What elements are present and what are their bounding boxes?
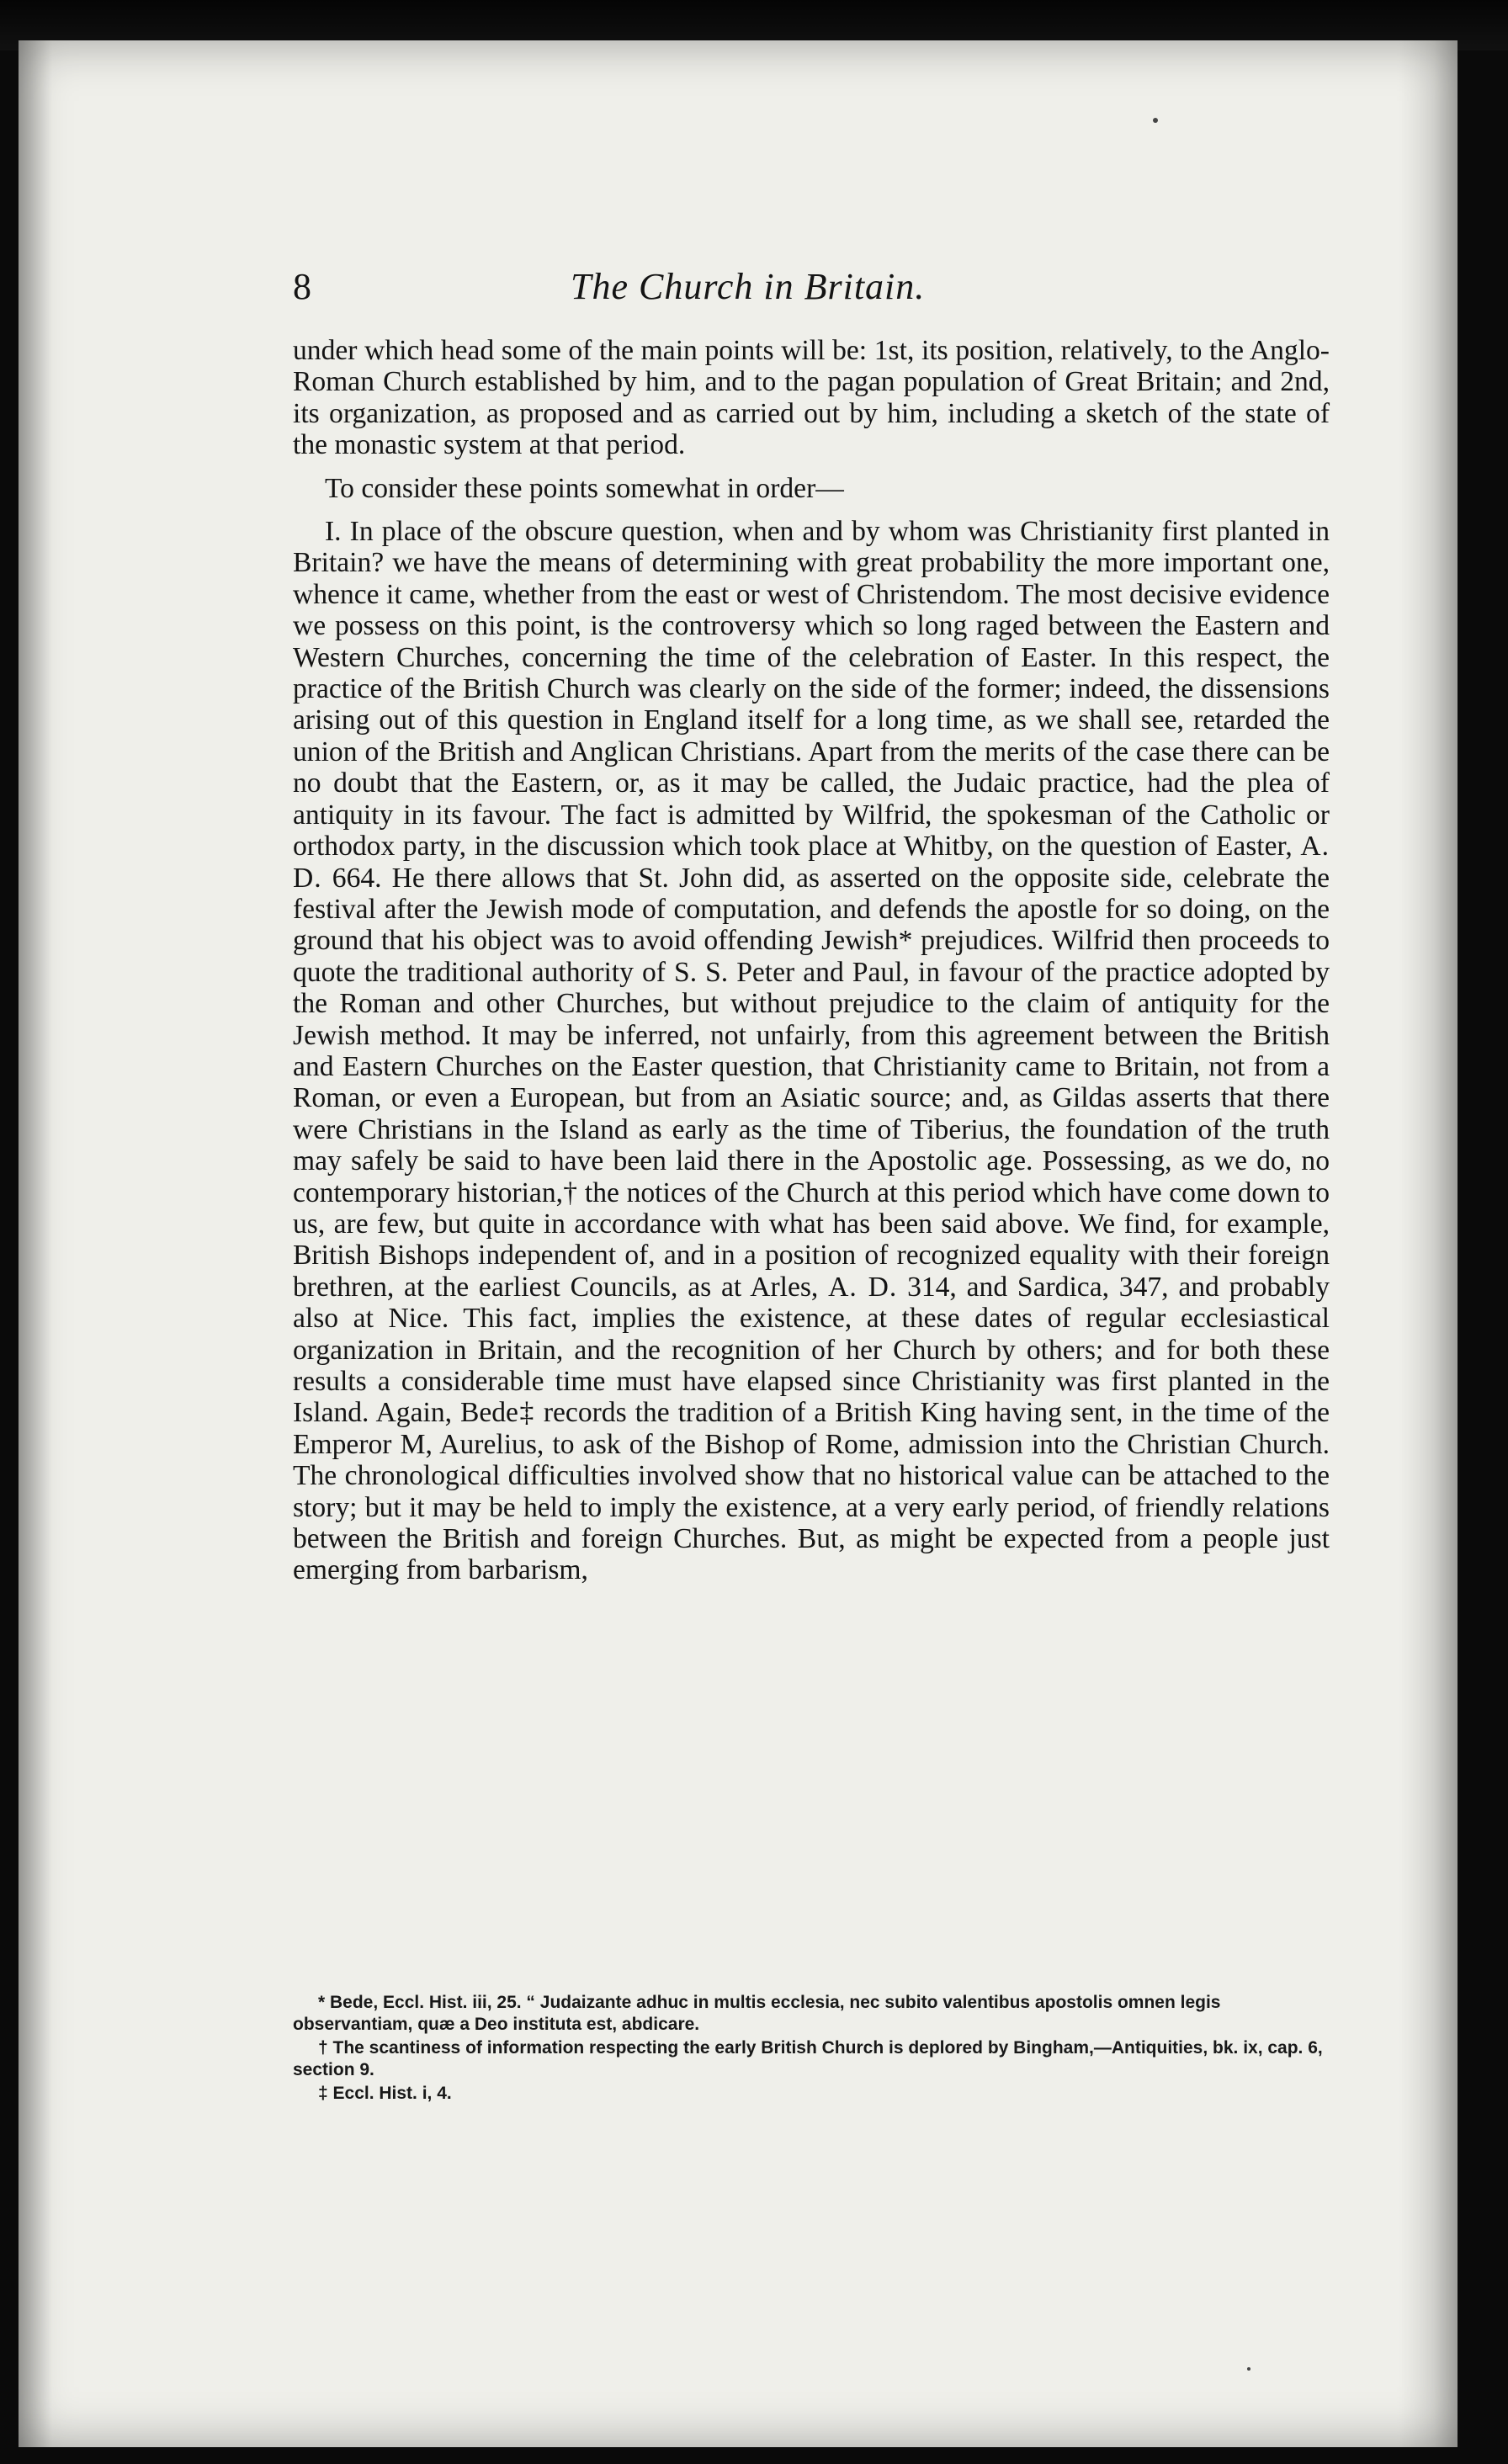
era-abbreviation: A. D.: [293, 831, 1330, 894]
text-run: 314, and Sardica, 347, and probably also at Nice. This fact, implies the existence, at these dates of regular ecclesiastical organization in Britain, and the recognition of her Church by others; and for both these results a considerable time must have elapsed since Christianity was first planted in the Island. Again, Bede‡ records the tradition of a British King having sent, in the time of the Emperor M, Aurelius, to ask of the Bishop of Rome, admission into the Christian Church. The chronological difficulties involved show that no historical value can be attached to the story; but it may be held to imply the existence, at a very early period, of friendly relations between the British and foreign Churches. But, as might be expected from a people just emerging from barbarism,: [293, 1271, 1330, 1586]
footnote: ‡ Eccl. Hist. i, 4.: [318, 2084, 452, 2103]
era-abbreviation: A. D.: [828, 1271, 898, 1303]
footnote: * Bede, Eccl. Hist. iii, 25. “ Judaizante adhuc in multis ecclesia, nec subito valentibus apostolis omnen legis observantiam, quæ a Deo instituta est, abdicare.: [293, 1993, 1221, 2034]
page-number: 8: [293, 266, 311, 307]
paragraph: To consider these points somewhat in order—: [325, 472, 844, 504]
main-text: [293, 335, 1330, 1586]
running-head: The Church in Britain.: [571, 266, 926, 307]
scan-speck: [1153, 118, 1158, 123]
paragraph: [293, 516, 1330, 1586]
text-run: 664. He there allows that St. John did, as asserted on the opposite side, celebrate the festival after the Jewish mode of computation, and defends the apostle for so doing, on the ground that his object was to avoid offending Jewish* prejudices. Wilfrid then proceeds to quote the traditional authority of S. S. Peter and Paul, in favour of the practice adopted by the Roman and other Churches, but without prejudice to the claim of antiquity for the Jewish method. It may be inferred, not unfairly, from this agreement between the British and Eastern Churches on the Easter question, that Christianity came to Britain, not from a Roman, or even a European, but from an Asiatic source; and, as Gildas asserts that there were Christians in the Island as early as the time of Tiberius, the foundation of the truth may safely be said to have been laid there in the Apostolic age. Possessing, as we do, no contemporary historian,† the notices of the Church at this period which have come down to us, are few, but quite in accordance with what has been said above. We find, for example, British Bishops independent of, and in a position of recognized equality with their foreign brethren, at the earliest Councils, as at Arles,: [293, 862, 1330, 1303]
page-gutter-shadow: [19, 40, 52, 2447]
page-edge-shadow: [1399, 40, 1458, 2447]
footnote: † The scantiness of information respecting the early British Church is deplored by Bingham,—Antiquities, bk. ix, cap. 6, section 9.: [293, 2038, 1323, 2079]
paragraph: under which head some of the main points will be: 1st, its position, relatively, to the Anglo-Roman Church established by him, and to the pagan population of Great Britain; and 2nd, its organization, as proposed and as carried out by him, including a sketch of the state of the monastic system at that period.: [293, 335, 1330, 461]
page-header: [293, 265, 1328, 324]
footnotes: [293, 1992, 1330, 2106]
scan-speck: [1247, 2367, 1250, 2371]
text-run: I. In place of the obscure question, when and by whom was Christianity first planted in Britain? we have the means of determining with great probability the more important one, whence it came, whether from the east or west of Christendom. The most decisive evidence we possess on this point, is the controversy which so long raged between the Eastern and Western Churches, concerning the time of the celebration of Easter. In this respect, the practice of the British Church was clearly on the side of the former; indeed, the dissensions arising out of this question in England itself for a long time, as we shall see, retarded the union of the British and Anglican Christians. Apart from the merits of the case there can be no doubt that the Eastern, or, as it may be called, the Judaic practice, had the plea of antiquity in its favour. The fact is admitted by Wilfrid, the spokesman of the Catholic or orthodox party, in the discussion which took place at Whitby, on the question of Easter,: [293, 516, 1330, 863]
